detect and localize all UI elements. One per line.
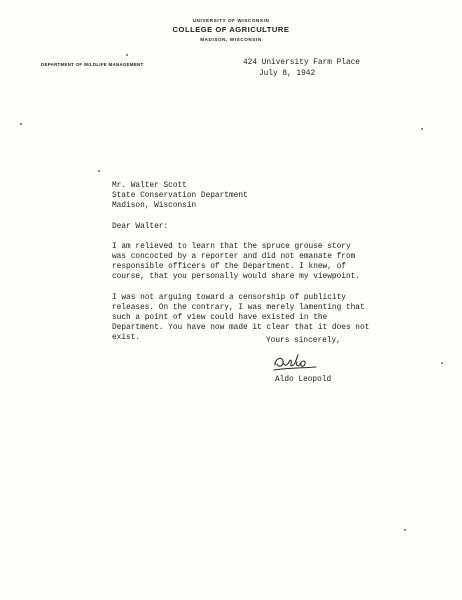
paper-speck <box>421 128 423 130</box>
paragraph-2-line: exist. <box>112 334 141 342</box>
paper-speck <box>98 170 100 172</box>
paragraph-1-line: I am relieved to learn that the spruce grouse story <box>112 243 351 251</box>
paragraph-1-line: course, that you personally would share my viewpoint. <box>112 273 360 281</box>
salutation: Dear Walter: <box>112 223 169 231</box>
paragraph-2-line: releases. On the contrary, I was merely lamenting that <box>112 304 365 312</box>
letterhead-city: MADISON, WISCONSIN <box>200 37 262 42</box>
letterhead-university: UNIVERSITY OF WISCONSIN <box>192 18 270 23</box>
letterhead-college: COLLEGE OF AGRICULTURE <box>172 25 290 34</box>
sender-address: 424 University Farm Place <box>243 59 360 67</box>
handwritten-signature <box>272 350 318 372</box>
paragraph-2-line: I was not arguing toward a censorship of publicity <box>112 294 346 302</box>
closing: Yours sincerely, <box>266 337 341 345</box>
paragraph-1-line: responsible officers of the Department. I knew, of <box>112 263 346 271</box>
signer-name: Aldo Leopold <box>275 376 332 384</box>
letterhead-department: DEPARTMENT OF WILDLIFE MANAGEMENT <box>41 62 144 67</box>
recipient-line-2: State Conservation Department <box>112 192 248 200</box>
paper-speck <box>20 123 22 125</box>
paragraph-1-line: was concocted by a reporter and did not emanate from <box>112 253 356 261</box>
paragraph-2-line: such a point of view could have existed in the <box>112 314 328 322</box>
paragraph-2-line: Department. You have now made it clear that it does not <box>112 324 370 332</box>
recipient-line-1: Mr. Walter Scott <box>112 182 187 190</box>
paper-speck <box>404 529 406 531</box>
paper-speck <box>126 54 128 56</box>
paper-speck <box>441 362 443 364</box>
letter-date: July 8, 1942 <box>259 70 316 78</box>
recipient-line-3: Madison, Wisconsin <box>112 202 197 210</box>
